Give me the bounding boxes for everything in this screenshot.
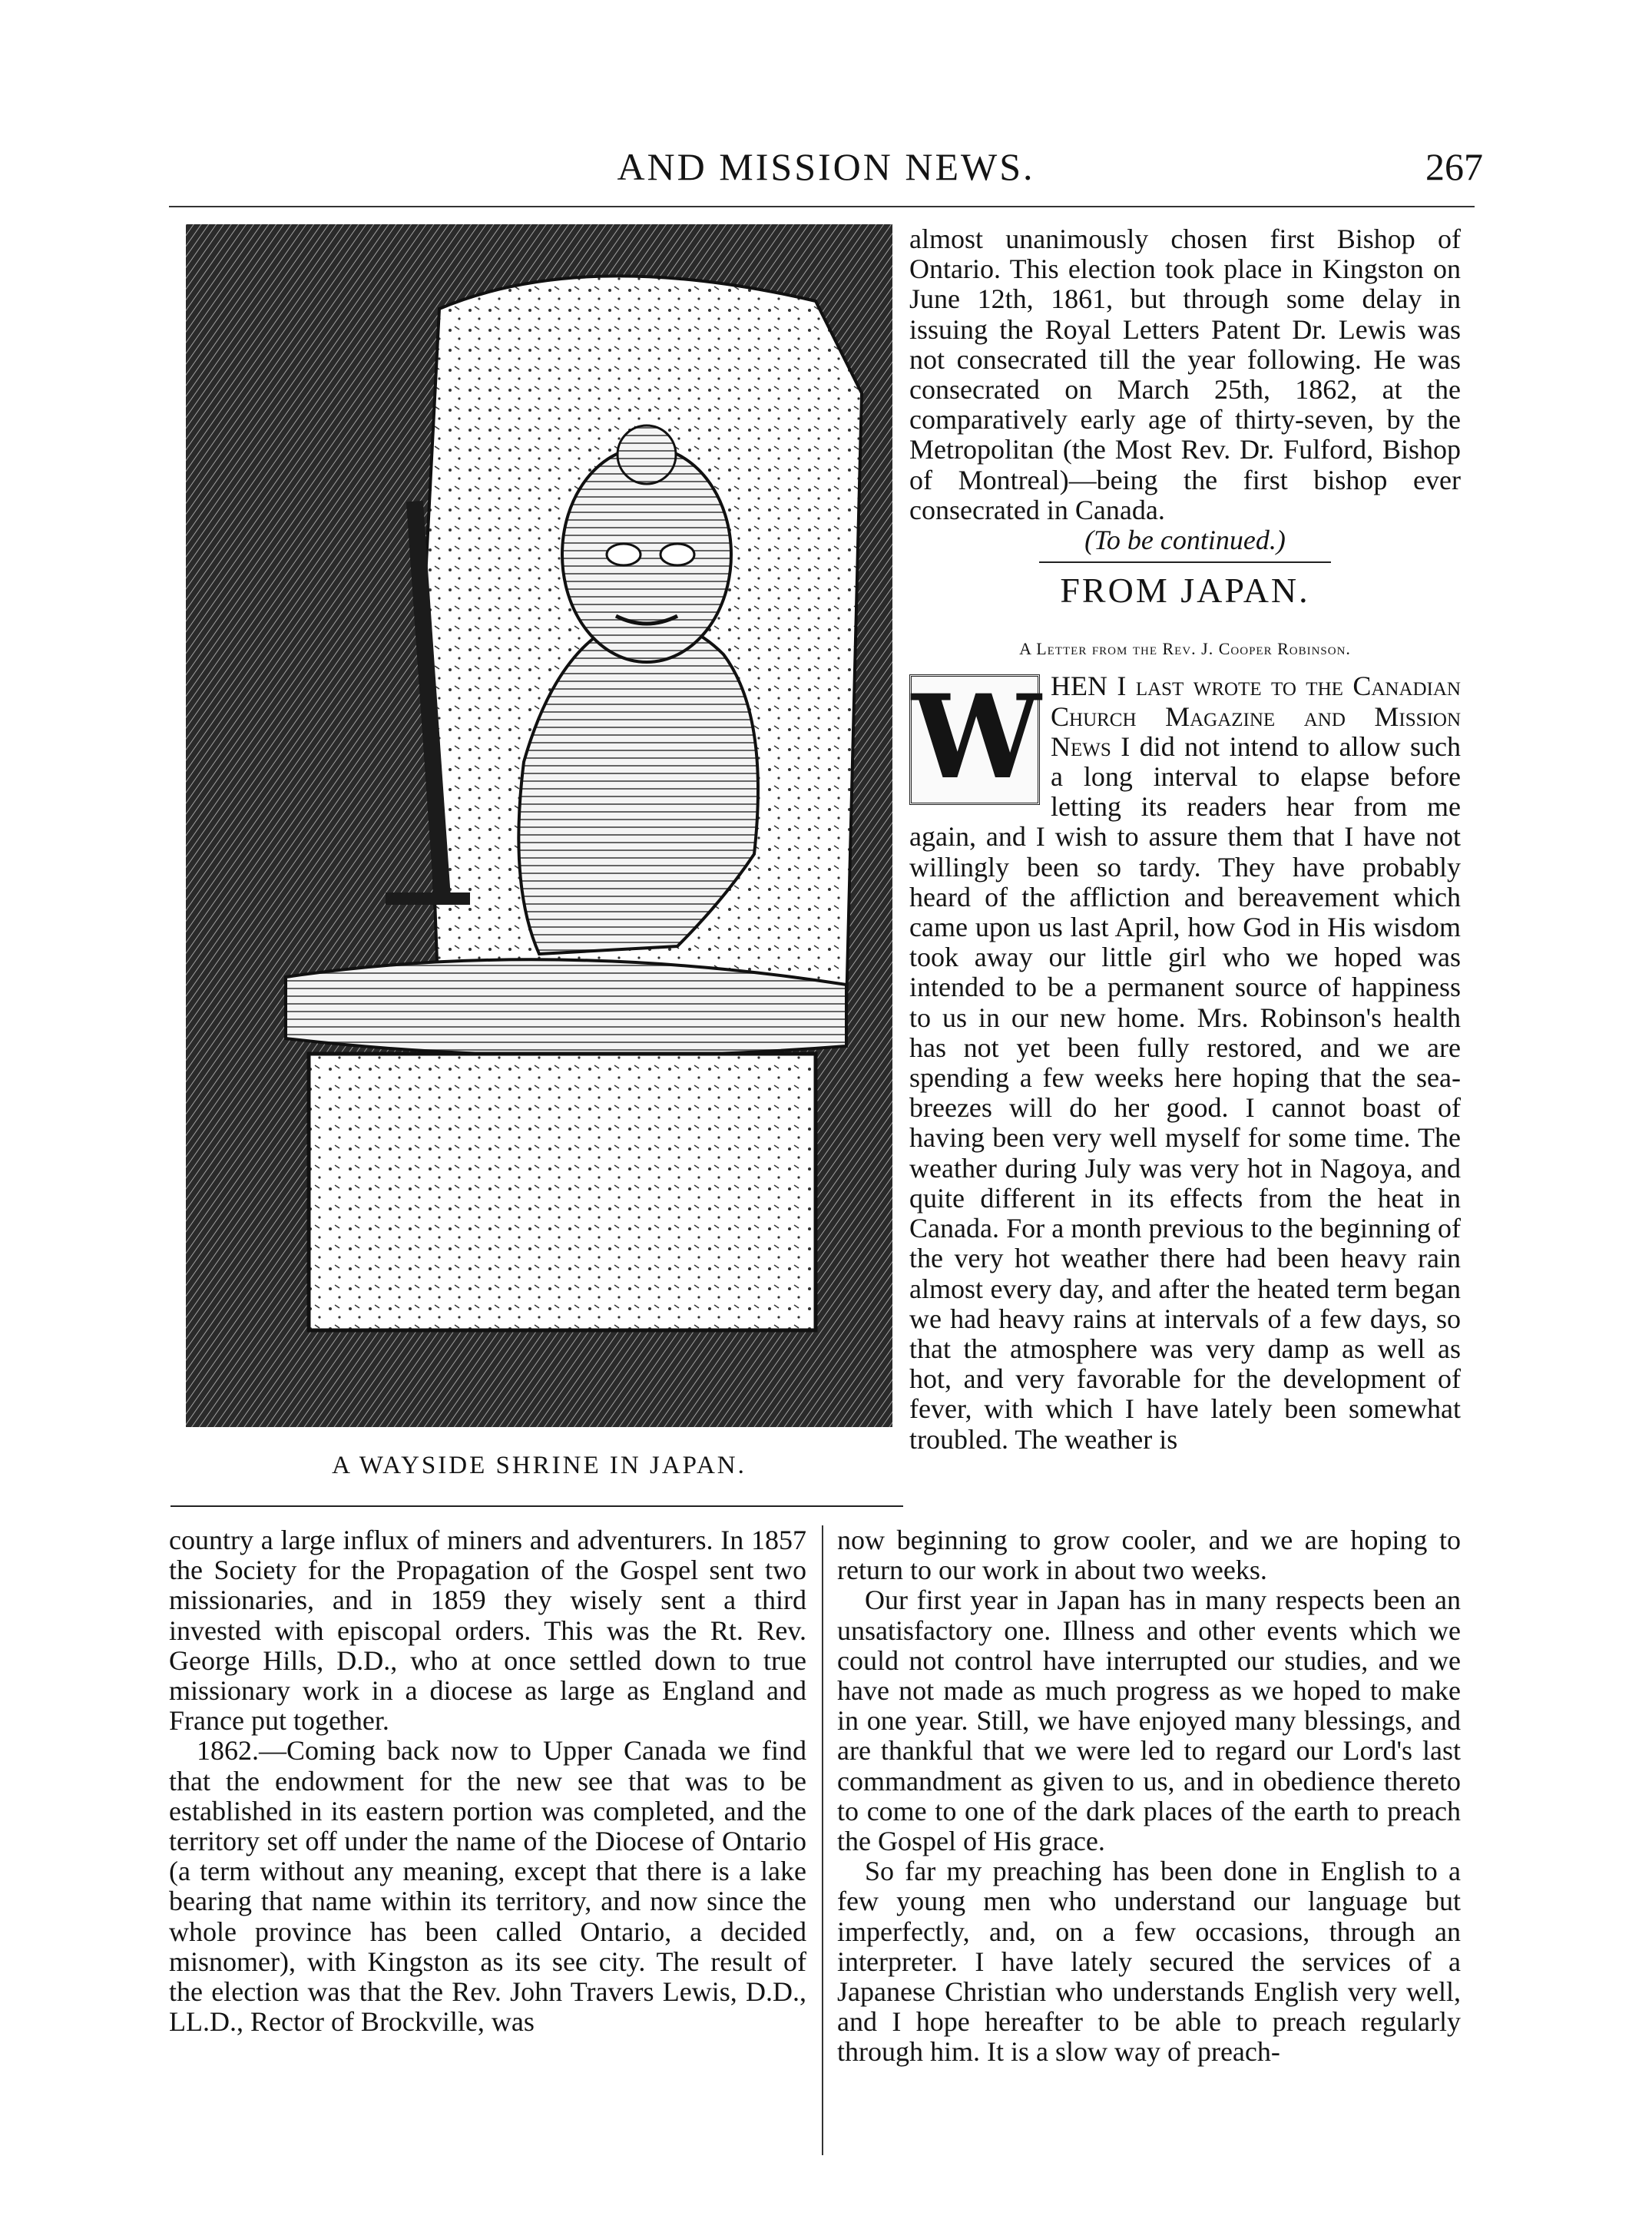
- section-rule: [1039, 561, 1331, 563]
- page-number: 267: [1425, 145, 1483, 188]
- figure-caption: A WAYSIDE SHRINE IN JAPAN.: [332, 1452, 747, 1479]
- first-year-paragraph: Our first year in Japan has in many respects been an unsatisfactory one. Illness and other events which we could not control have interrupted our studies, and we have not made as much progress as we hoped to make in one year. Still, we have enjoyed many blessings, and are thankful that we were led to regard our Lord's last commandment as given to us, and in obedience thereto to come to one of the dark places of the earth to preach the Gospel of His grace.: [837, 1585, 1461, 1857]
- right-column-bottom: [837, 1525, 1461, 2068]
- dropcap-initial: [909, 670, 1041, 806]
- letter-body: I did not intend to allow such a long interval to elapse before letting its readers hear from me again, and I wish to assure them that I have not willingly been so tardy. They have probably heard of the affliction and bereavement which came upon us last April, how God in His wisdom took away our little girl who we hoped was intended to be a permanent source of happiness to us in our new home. Mrs. Robinson's health has not yet been fully restored, and we are spending a few weeks here hoping that the sea-breezes will do her good. I cannot boast of having been very well myself for some time. The weather during July was very hot in Nagoya, and quite different in its effects from the heat in Canada. For a month previous to the beginning of the very hot weather there had been heavy rain almost every day, and after the heated term began we had heavy rains at intervals of a few days, so that the atmosphere was very damp as well as hot, and very favorable for the development of fever, with which I have lately been somewhat troubled. The weather is: [909, 730, 1461, 1455]
- preaching-paragraph: So far my preaching has been done in English to a few young men who understand our language but imperfectly, and, on a few occasions, through an interpreter. I have lately secured the services of a Japanese Christian who understands English very well, and I hope hereafter to be able to preach regularly through him. It is a slow way of preach-: [837, 1856, 1461, 2068]
- header-rule: [169, 206, 1475, 207]
- column-divider: [822, 1525, 823, 2155]
- page-header-title: AND MISSION NEWS.: [617, 145, 1035, 188]
- shrine-engraving: [186, 224, 892, 1427]
- figure-divider: [170, 1505, 903, 1507]
- letter-opening: HEN I last wrote to the Canadian Church Magazine and Mission News: [1051, 671, 1461, 762]
- history-paragraph-1: country a large influx of miners and adventurers. In 1857 the Society for the Propagation of the Gospel sent two missionaries, and in 1859 they wisely sent a third invested with episcopal orders. This was the Rt. Rev. George Hills, D.D., who at once settled down to true missionary work in a diocese as large as England and France put together.: [169, 1525, 806, 1737]
- shrine-illustration: [186, 224, 892, 1427]
- bishop-paragraph: almost unanimously chosen first Bishop of Ontario. This election took place in Kingston on June 12th, 1861, but through some delay in issuing the Royal Letters Patent Dr. Lewis was not consecrated till the year following. He was consecrated on March 25th, 1862, at the comparatively early age of thirty-seven, by the Metropolitan (the Most Rev. Dr. Fulford, Bishop of Montreal)—being the first bishop ever consecrated in Canada.: [909, 224, 1461, 525]
- letter-paragraph: [909, 671, 1461, 1454]
- section-title: FROM JAPAN.: [1060, 571, 1310, 611]
- dropcap-letter: W: [912, 670, 1041, 806]
- to-be-continued-note: (To be continued.): [1084, 525, 1286, 556]
- letter-continuation: now beginning to grow cooler, and we are hoping to return to our work in about two weeks.: [837, 1525, 1461, 1586]
- history-paragraph-2: 1862.—Coming back now to Upper Canada we find that the endowment for the new see that was to be established in its eastern portion was completed, and the territory set off under the name of the Diocese of Ontario (a term without any meaning, except that there is a lake bearing that name within its territory, and now since the whole province has been called Ontario, a decided misnomer), with Kingston as its see city. The result of the election was that the Rev. John Travers Lewis, D.D., LL.D., Rector of Brockville, was: [169, 1735, 806, 2038]
- left-column-bottom: [169, 1525, 806, 2037]
- right-column-top: [909, 224, 1461, 1455]
- letter-byline: A Letter from the Rev. J. Cooper Robinson.: [1019, 639, 1351, 659]
